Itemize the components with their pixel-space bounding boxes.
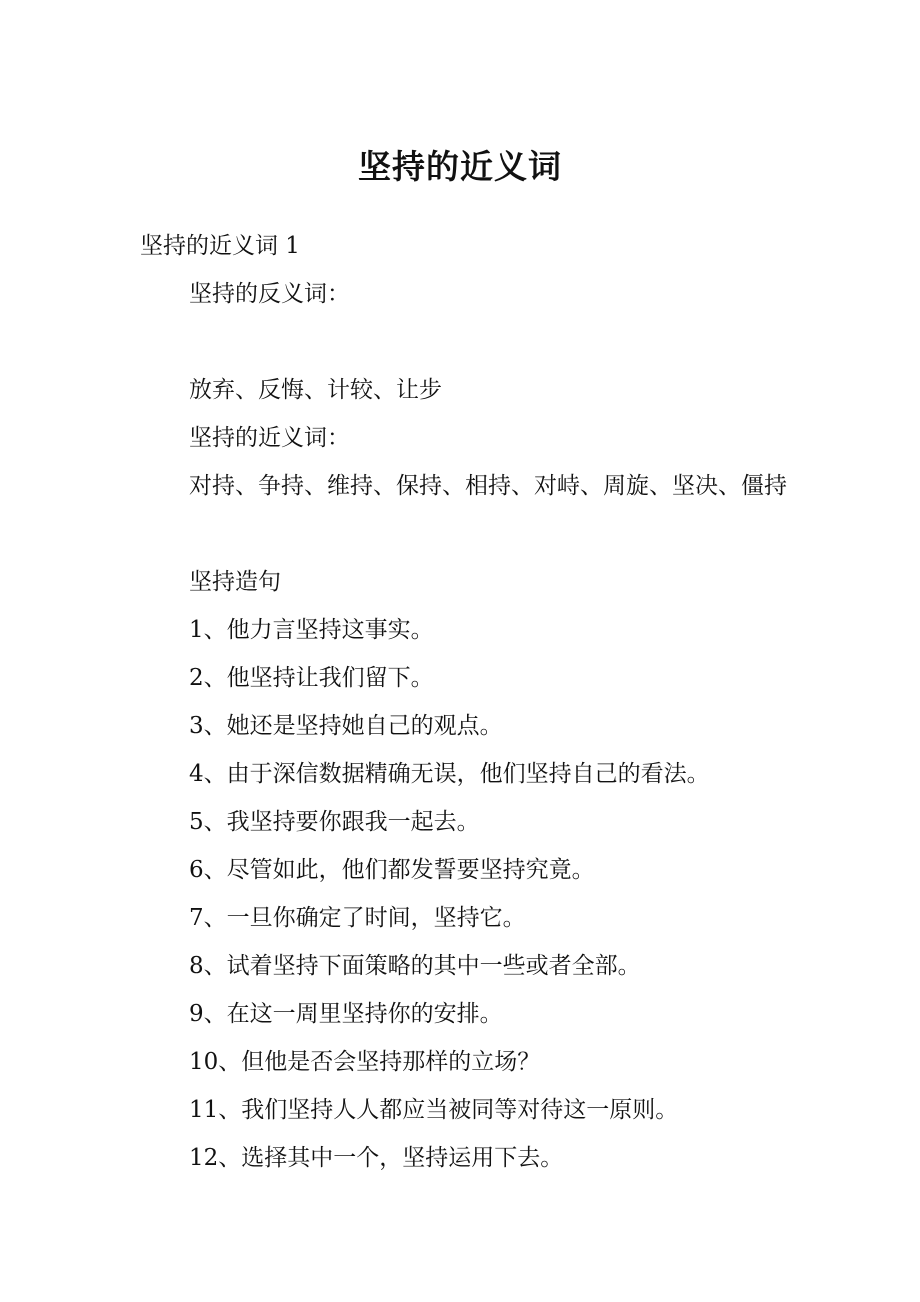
sentence-item: 3、她还是坚持她自己的观点。 — [189, 713, 503, 739]
sentences-label: 坚持造句 — [189, 569, 281, 595]
synonym-label: 坚持的近义词： — [189, 425, 350, 451]
sentence-item: 10、但他是否会坚持那样的立场？ — [189, 1049, 541, 1075]
synonym-list: 对持、争持、维持、保持、相持、对峙、周旋、坚决、僵持 — [189, 473, 787, 499]
antonym-list: 放弃、反悔、计较、让步 — [189, 377, 442, 403]
sentence-item: 5、我坚持要你跟我一起去。 — [189, 809, 480, 835]
sentence-item: 8、试着坚持下面策略的其中一些或者全部。 — [189, 953, 641, 979]
document-title: 坚持的近义词 — [358, 147, 562, 186]
sentence-item: 9、在这一周里坚持你的安排。 — [189, 1001, 503, 1027]
sentence-item: 4、由于深信数据精确无误，他们坚持自己的看法。 — [189, 761, 710, 787]
section-heading: 坚持的近义词 1 — [140, 233, 300, 259]
sentence-item: 7、一旦你确定了时间，坚持它。 — [189, 905, 526, 931]
sentence-item: 12、选择其中一个，坚持运用下去。 — [189, 1145, 564, 1171]
sentence-item: 1、他力言坚持这事实。 — [189, 617, 434, 643]
antonym-label: 坚持的反义词： — [189, 281, 350, 307]
sentence-item: 6、尽管如此，他们都发誓要坚持究竟。 — [189, 857, 595, 883]
sentence-item: 11、我们坚持人人都应当被同等对待这一原则。 — [189, 1097, 679, 1123]
sentence-item: 2、他坚持让我们留下。 — [189, 665, 434, 691]
